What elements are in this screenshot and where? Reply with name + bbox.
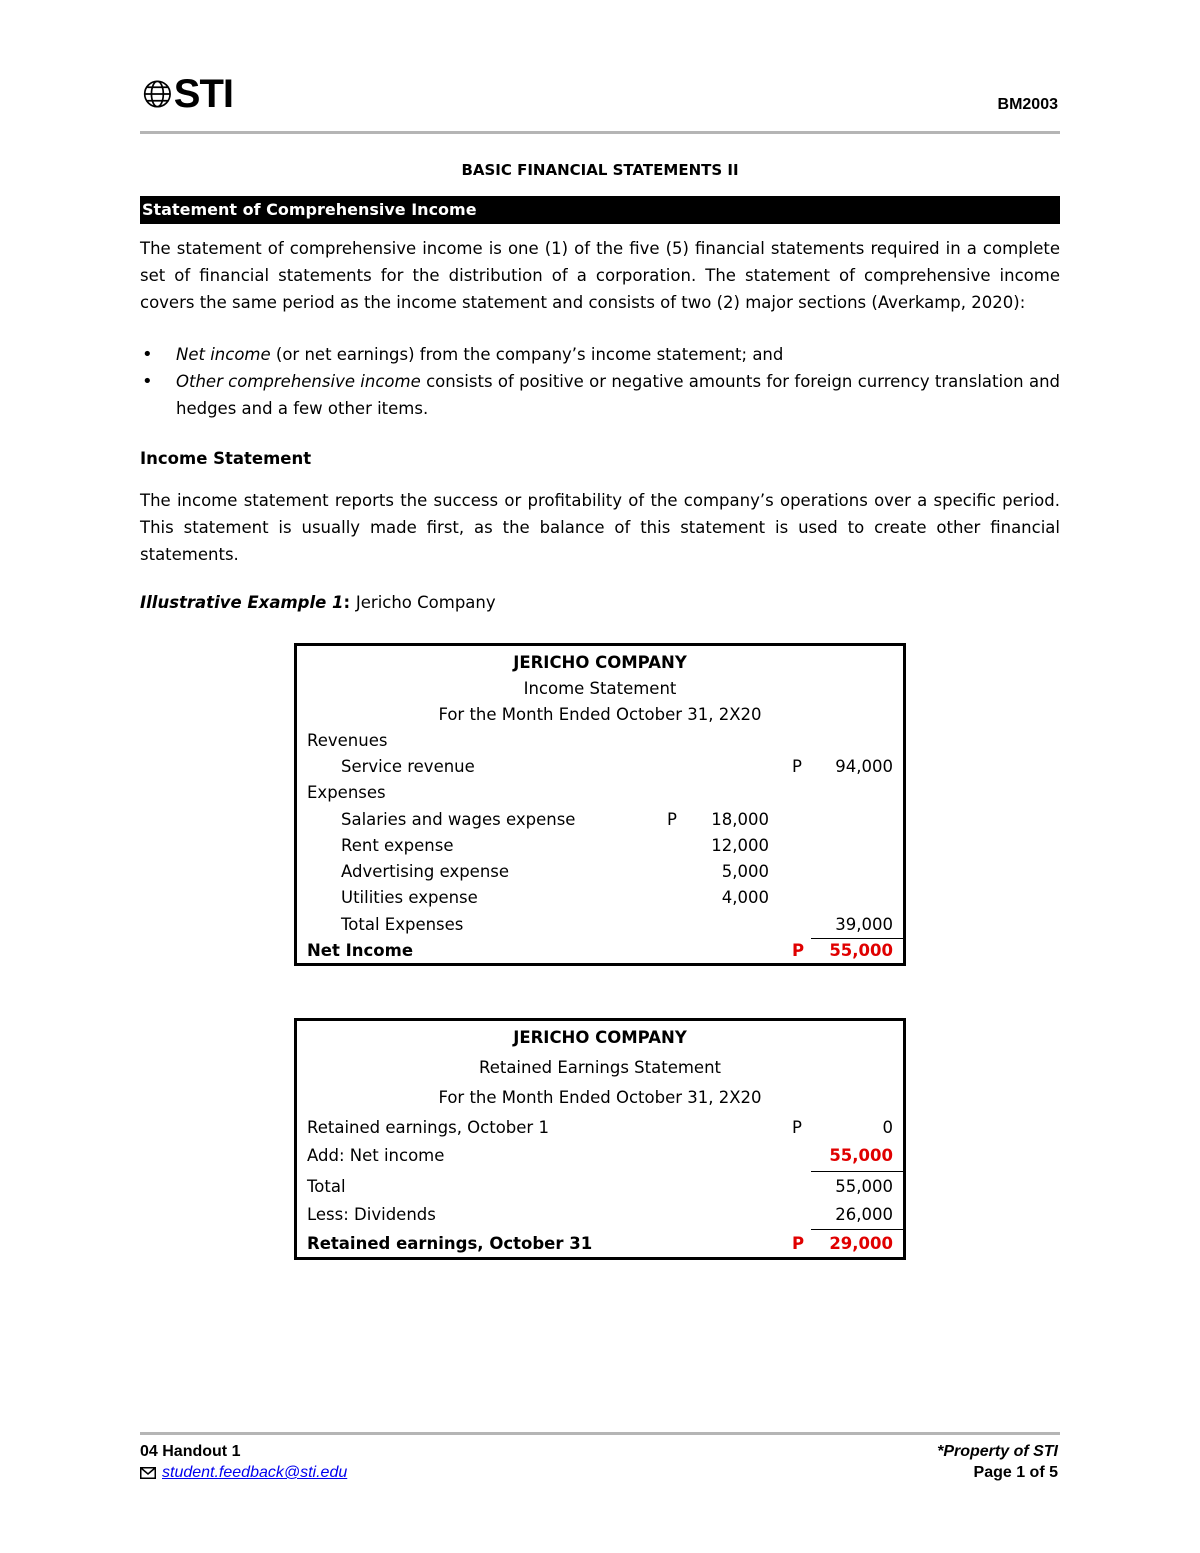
section-heading: Statement of Comprehensive Income xyxy=(140,196,1060,224)
currency-symbol: P xyxy=(792,1234,805,1253)
currency-symbol: P xyxy=(667,810,677,829)
table-row xyxy=(297,859,903,885)
income-statement-table xyxy=(294,643,906,966)
footer-right xyxy=(937,1441,1058,1483)
expenses-label: Expenses xyxy=(307,783,386,802)
beginning-balance-value: 0 xyxy=(882,1118,893,1137)
total-value: 55,000 xyxy=(835,1177,893,1196)
beginning-balance-label: Retained earnings, October 1 xyxy=(307,1118,549,1137)
net-income-label: Net Income xyxy=(307,941,414,960)
table-row xyxy=(297,1200,903,1230)
expense-label: Advertising expense xyxy=(341,862,510,881)
currency-symbol: P xyxy=(792,941,805,960)
globe-icon xyxy=(143,77,172,111)
expense-label: Salaries and wages expense xyxy=(341,810,576,829)
table-row xyxy=(297,833,903,859)
feedback-contact xyxy=(140,1462,347,1483)
dividends-label: Less: Dividends xyxy=(307,1205,436,1224)
envelope-icon xyxy=(140,1467,156,1479)
retained-earnings-table xyxy=(294,1018,906,1260)
example-colon: : xyxy=(343,593,356,612)
income-statement-paragraph: The income statement reports the success or profitability of the company’s operations over a specific period. This statement is usually made first, as the balance of this statement is used to create other financial statements. xyxy=(140,491,1060,564)
table-row xyxy=(297,1229,903,1258)
header-divider xyxy=(140,131,1060,134)
table-row xyxy=(297,938,903,964)
list-item xyxy=(140,368,1060,422)
example-label: Illustrative Example 1 xyxy=(140,593,344,612)
expense-value: 5,000 xyxy=(721,862,769,881)
expense-value: 12,000 xyxy=(711,836,769,855)
logo-text: STI xyxy=(173,72,233,116)
table-row xyxy=(297,728,903,754)
net-income-value: 55,000 xyxy=(829,941,893,960)
ending-balance-value: 29,000 xyxy=(829,1234,893,1253)
currency-symbol: P xyxy=(792,1118,802,1137)
table-row xyxy=(297,885,903,911)
table-statement-name: Income Statement xyxy=(523,679,677,698)
page-number: Page 1 of 5 xyxy=(973,1464,1058,1481)
handout-label: 04 Handout 1 xyxy=(140,1443,241,1460)
expense-value: 4,000 xyxy=(721,888,769,907)
service-revenue-value: 94,000 xyxy=(835,757,893,776)
table-row xyxy=(297,912,903,938)
currency-symbol: P xyxy=(792,757,802,776)
bullet-list xyxy=(140,341,1060,422)
document-code: BM2003 xyxy=(997,96,1058,113)
property-notice: *Property of STI xyxy=(937,1443,1058,1460)
table-row xyxy=(297,754,903,780)
add-net-income-label: Add: Net income xyxy=(307,1146,445,1165)
expense-label: Rent expense xyxy=(341,836,454,855)
table-company-name: JERICHO COMPANY xyxy=(513,1028,687,1047)
example-company: Jericho Company xyxy=(355,593,496,612)
bullet-text: consists of positive or negative amounts for foreign currency translation and hedges and a few other items. xyxy=(176,372,1060,418)
table-company-name: JERICHO COMPANY xyxy=(513,653,687,672)
table-row xyxy=(297,807,903,833)
table-row xyxy=(297,1113,903,1143)
expense-value: 18,000 xyxy=(711,810,769,829)
footer-divider xyxy=(140,1432,1060,1435)
intro-paragraph: The statement of comprehensive income is one (1) of the five (5) financial statements required in a complete set of financial statements for the distribution of a corporation. The statement of comprehensive income covers the same period as the income statement and consists of two (2) major sections (Averkamp, 2020): xyxy=(140,239,1060,312)
sti-logo xyxy=(143,72,233,116)
bullet-text: (or net earnings) from the company’s income statement; and xyxy=(270,345,784,364)
add-net-income-value: 55,000 xyxy=(829,1146,893,1165)
feedback-email-link[interactable]: student.feedback@sti.edu xyxy=(162,1464,348,1481)
table-row xyxy=(297,780,903,806)
income-statement-heading: Income Statement xyxy=(140,449,312,468)
total-expenses-label: Total Expenses xyxy=(341,915,464,934)
table-statement-name: Retained Earnings Statement xyxy=(478,1058,722,1077)
dividends-value: 26,000 xyxy=(835,1205,893,1224)
footer-left xyxy=(140,1441,347,1483)
bullet-term: Net income xyxy=(176,345,271,364)
expense-label: Utilities expense xyxy=(341,888,478,907)
total-expenses-value: 39,000 xyxy=(835,915,893,934)
bullet-term: Other comprehensive income xyxy=(176,372,421,391)
service-revenue-label: Service revenue xyxy=(341,757,475,776)
list-item xyxy=(140,341,1060,368)
example-caption xyxy=(140,593,496,612)
document-title: BASIC FINANCIAL STATEMENTS II xyxy=(461,161,739,179)
table-period: For the Month Ended October 31, 2X20 xyxy=(438,1088,762,1107)
table-row xyxy=(297,1141,903,1171)
table-row xyxy=(297,1172,903,1202)
total-label: Total xyxy=(307,1177,346,1196)
revenues-label: Revenues xyxy=(307,731,388,750)
ending-balance-label: Retained earnings, October 31 xyxy=(307,1234,593,1253)
table-period: For the Month Ended October 31, 2X20 xyxy=(438,705,762,724)
